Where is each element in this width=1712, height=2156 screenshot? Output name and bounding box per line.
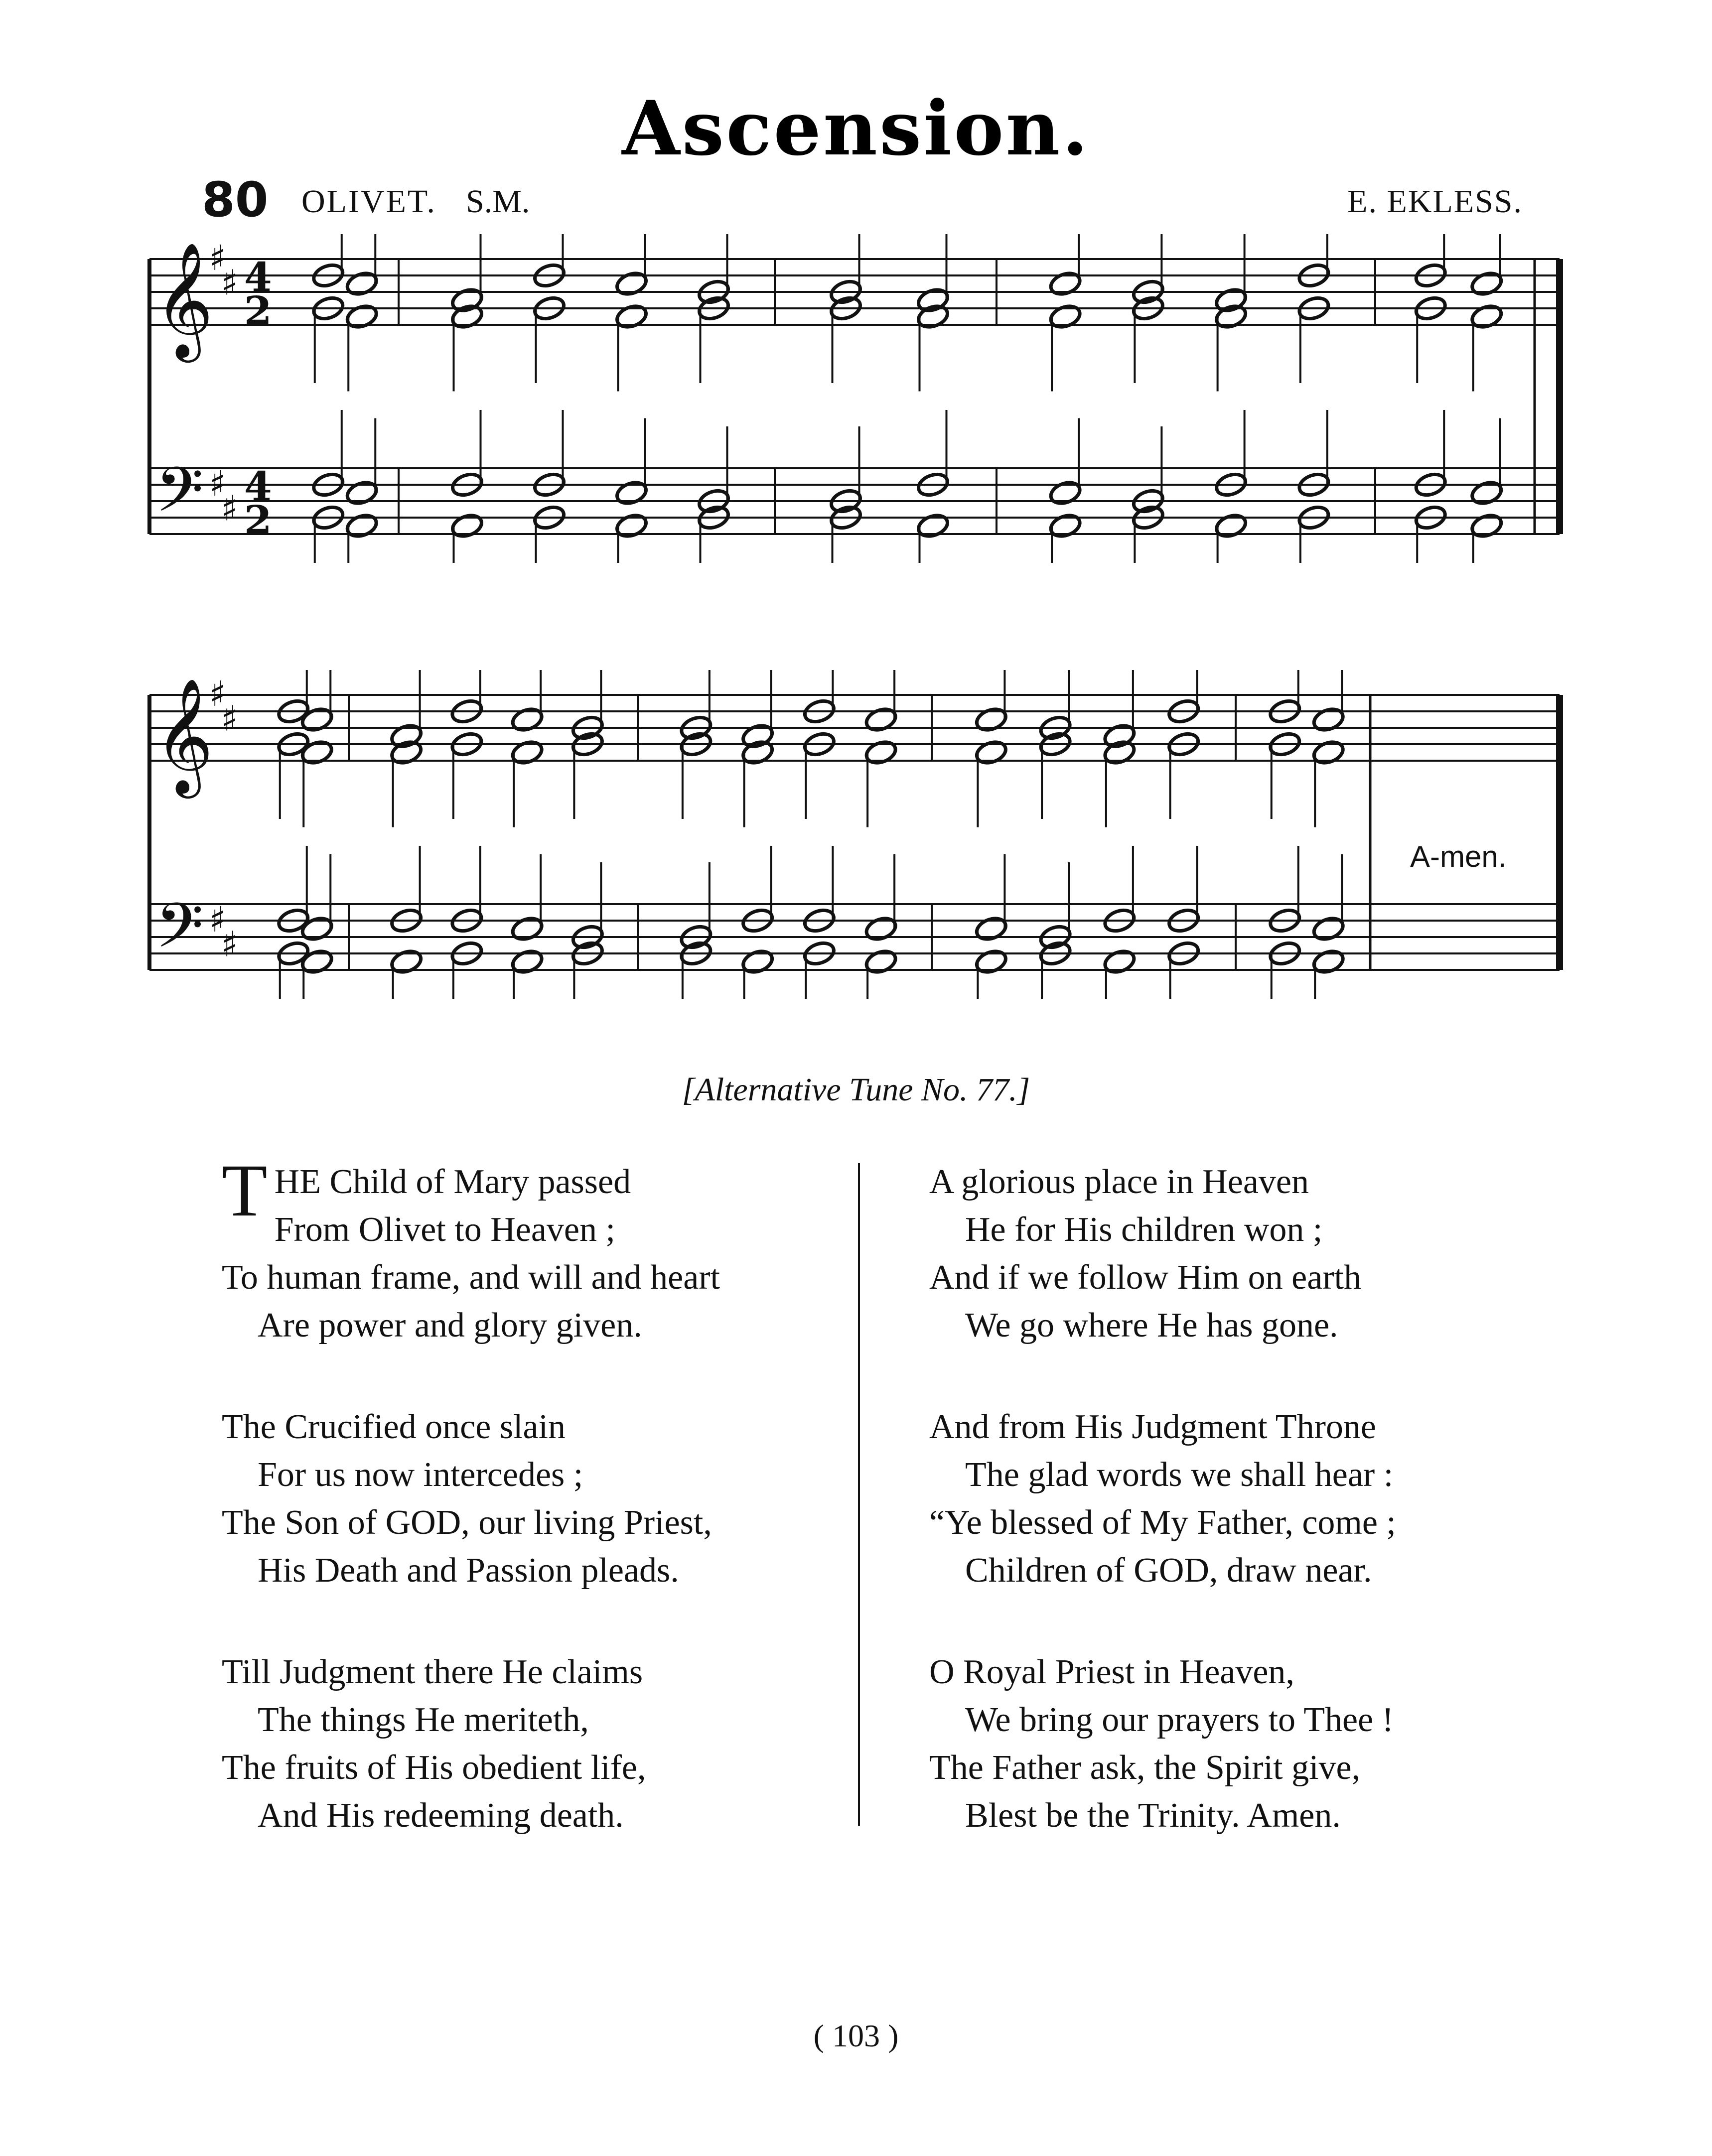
treble-note — [510, 705, 544, 733]
treble-note — [510, 738, 544, 766]
verse-6 — [929, 1648, 1547, 1840]
bass-note — [916, 512, 950, 539]
verse-line: “Ye blessed of My Father, come ; — [929, 1503, 1396, 1542]
treble-note — [974, 705, 1008, 733]
treble-note — [345, 302, 379, 330]
bass-note — [1214, 512, 1248, 539]
verse-line: Till Judgment there He claims — [222, 1653, 643, 1691]
treble-note — [1311, 738, 1346, 766]
bass-note — [300, 915, 334, 943]
bass-note — [974, 947, 1008, 975]
bass-note — [1048, 512, 1082, 539]
treble-note — [1048, 270, 1082, 297]
verse-3 — [222, 1403, 840, 1595]
treble-note — [863, 705, 898, 733]
bass-note — [614, 512, 649, 539]
verse-line: And His redeeming death. — [258, 1796, 624, 1835]
score-system-2-svg — [0, 670, 1712, 999]
hymn-number: 80 — [202, 172, 269, 228]
treble-note — [300, 705, 334, 733]
verse-line: The Crucified once slain — [222, 1408, 566, 1446]
sharp-icon: ♯ — [209, 674, 226, 714]
sharp-icon: ♯ — [221, 262, 238, 303]
bass-note — [345, 479, 379, 507]
bass-note — [974, 915, 1008, 943]
verse-line: HE Child of Mary passed — [274, 1163, 631, 1201]
treble-note — [1311, 705, 1346, 733]
sharp-icon: ♯ — [221, 924, 238, 965]
bass-note — [389, 947, 424, 975]
treble-note — [1048, 302, 1082, 330]
bass-note — [1311, 947, 1346, 975]
verse-line: Blest be the Trinity. Amen. — [965, 1796, 1341, 1835]
bass-note — [1048, 479, 1082, 507]
verse-line: And if we follow Him on earth — [929, 1258, 1362, 1297]
bass-note — [1102, 947, 1137, 975]
verse-line: From Olivet to Heaven ; — [274, 1211, 615, 1249]
verse-line: For us now intercedes ; — [258, 1456, 583, 1494]
verse-line: Are power and glory given. — [258, 1306, 642, 1345]
bass-note — [510, 947, 544, 975]
bass-note — [863, 915, 898, 943]
verses-right-column — [929, 1158, 1547, 1893]
page-number: ( 103 ) — [813, 2018, 899, 2053]
verse-line: We go where He has gone. — [965, 1306, 1338, 1345]
time-signature-top: 4 — [244, 463, 272, 510]
bass-note — [510, 915, 544, 943]
treble-note — [974, 738, 1008, 766]
time-signature-bottom: 2 — [244, 287, 272, 334]
score-system-1-svg — [0, 234, 1712, 563]
treble-clef-icon: 𝄞 — [154, 677, 214, 794]
section-title: Ascension. — [622, 85, 1090, 172]
verse-line: A glorious place in Heaven — [929, 1163, 1309, 1201]
sharp-icon: ♯ — [209, 463, 226, 504]
treble-note — [1469, 270, 1504, 297]
hymn-header — [202, 172, 1523, 232]
verse-4 — [929, 1403, 1547, 1595]
amen-label: A-men. — [1410, 840, 1507, 873]
bass-note — [345, 512, 379, 539]
column-divider — [858, 1163, 860, 1826]
verse-1 — [222, 1149, 840, 1349]
verse-line: The Father ask, the Spirit give, — [929, 1749, 1361, 1787]
bass-clef-icon: 𝄢 — [155, 890, 204, 977]
treble-note — [300, 738, 334, 766]
verse-line: The fruits of His obedient life, — [222, 1749, 646, 1787]
music-system-2 — [0, 670, 1712, 999]
verse-line: His Death and Passion pleads. — [258, 1551, 679, 1590]
treble-note — [614, 270, 649, 297]
music-system-1 — [0, 234, 1712, 563]
treble-note — [345, 270, 379, 297]
treble-note — [863, 738, 898, 766]
treble-clef-icon: 𝄞 — [154, 242, 214, 358]
treble-note — [1469, 302, 1504, 330]
verse-line: To human frame, and will and heart — [222, 1258, 720, 1297]
verse-2 — [929, 1158, 1547, 1349]
sharp-icon: ♯ — [209, 238, 226, 278]
tune-name: OLIVET. — [301, 183, 436, 220]
bass-note — [450, 512, 484, 539]
composer: E. EKLESS. — [1347, 183, 1523, 220]
verse-line: And from His Judgment Throne — [929, 1408, 1376, 1446]
dropcap-letter: T — [222, 1149, 268, 1232]
bass-note — [1469, 479, 1504, 507]
sharp-icon: ♯ — [209, 899, 226, 940]
sharp-icon: ♯ — [221, 488, 238, 529]
treble-note — [614, 302, 649, 330]
bass-note — [300, 947, 334, 975]
bass-note — [614, 479, 649, 507]
bass-clef-icon: 𝄢 — [155, 454, 204, 541]
verse-line: He for His children won ; — [965, 1211, 1323, 1249]
sharp-icon: ♯ — [221, 698, 238, 739]
verses-left-column — [222, 1149, 840, 1893]
verse-line: The Son of GOD, our living Priest, — [222, 1503, 712, 1542]
verse-line: The things He meriteth, — [258, 1701, 589, 1739]
alternative-tune-note: [Alternative Tune No. 77.] — [682, 1072, 1030, 1108]
verse-line: The glad words we shall hear : — [965, 1456, 1394, 1494]
bass-note — [863, 947, 898, 975]
time-signature-bottom: 2 — [244, 497, 272, 543]
verse-line: We bring our prayers to Thee ! — [965, 1701, 1394, 1739]
verse-5 — [222, 1648, 840, 1840]
verse-line: Children of GOD, draw near. — [965, 1551, 1372, 1590]
verse-line: O Royal Priest in Heaven, — [929, 1653, 1294, 1691]
meter: S.M. — [466, 183, 530, 220]
bass-note — [1469, 512, 1504, 539]
time-signature-top: 4 — [244, 254, 272, 300]
bass-note — [1311, 915, 1346, 943]
bass-note — [740, 947, 775, 975]
